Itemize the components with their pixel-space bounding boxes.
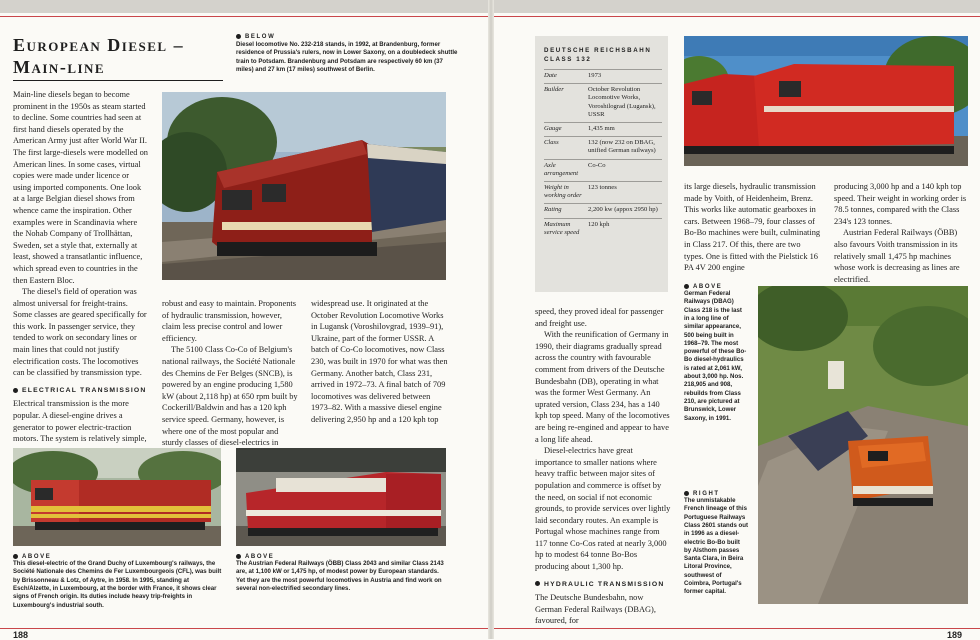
caption-below <box>236 34 458 74</box>
spec-value: 120 kph <box>588 218 662 240</box>
caption-label: BELOW <box>245 34 276 41</box>
caption-text: This diesel-electric of the Grand Duchy of Luxembourg's railways, the Société Nationale des Chemins de Fer Luxembourgeois (CFL), was built by Brissonneau & Lotz, of Aytre, in 1958. In 1995, standing at Esch/Alzette, in Luxembourg, at the border with France, it shows clear signs of French origin. Its duties include heavy trip-freights in Luxembourg's industrial south. <box>13 560 222 609</box>
spec-table <box>544 69 662 240</box>
paragraph: The diesel's field of operation was almost universal for freight-trains. Some classes are geared specifically for this work. In passenger service, they tended to work on secondary lines or main lines that could not justify electrification costs. The locomotives can be classified by transmission type. <box>13 287 147 378</box>
bullet-icon <box>13 554 18 559</box>
left-col1 <box>13 89 149 445</box>
spec-row <box>544 204 662 218</box>
paragraph: Austrian Federal Railways (ÖBB) also favours Voith transmission in its relatively small 1,475 hp machines whose work is decreasing as lines are electrified. <box>834 228 960 284</box>
photo-dr-class-132 <box>162 92 446 280</box>
spec-box <box>535 36 668 292</box>
spec-key: Gauge <box>544 123 588 137</box>
spec-value: 1973 <box>588 70 662 84</box>
bullet-icon <box>684 491 689 496</box>
spec-row <box>544 218 662 240</box>
spec-row <box>544 137 662 159</box>
caption-text: Diesel locomotive No. 232-218 stands, in 1992, at Brandenburg, former residence of Prussia's rulers, now in Lower Saxony, on a doubledeck shuttle train to Potsdam. Brandenburg and Potsdam are respectively 60 km (37 miles) and 27 km (17 miles) southwest of Berlin. <box>236 41 458 73</box>
paragraph: its large diesels, hydraulic transmission made by Voith, of Heidenheim, Brenz. This works like automatic gearboxes in cars. Between 1968–79, four classes of Bo-Bo machines were built, culminating in Class 217. Of this, there are two types. One is fitted with the Pielstick 16 PA 4V 200 engine <box>684 182 821 273</box>
spec-key: Maximum service speed <box>544 218 588 240</box>
photo-cp-class-2601 <box>758 286 968 604</box>
page-number-left: 188 <box>13 630 29 640</box>
spec-row <box>544 123 662 137</box>
header-rule-right <box>494 16 980 17</box>
caption-above-obb <box>236 554 448 593</box>
caption-text: German Federal Railways (DBAG) Class 218 is the last in a long line of similar appearance, 500 being built in 1968–79. The most powerful of these Bo-Bo diesel-hydraulics is rated at 2,061 kW, about 3,000 hp. Nos. 218,905 and 908, rebuilds from Class 210, are pictured at Brunswick, Lower Saxony, in 1991. <box>684 290 747 422</box>
photo-obb-2043 <box>236 448 446 546</box>
paragraph: Main-line diesels began to become prominent in the 1950s as steam started to decline. Some countries had seen at first hand diesels operated by the American Army just after World War II. The first large-diesels were modelled on American lines. In some cases, virtual copies were made under licence or using imported components. One look at a large Belgian diesel shows from whence came the inspiration. Other examples were in Scandinavia where the Nohab Company of Trollhättan, Sweden, set a style that, externally at least, showed a transatlantic influence, which spread even to countries in the then Eastern Bloc. <box>13 90 148 285</box>
paragraph: Diesel-electrics have great importance to smaller nations where heavy traffic between major sites of population and commerce is offset by the need, on social if not economic grounds, to provide services over lightly laid secondary routes. An example is Portugal whose machines range from 117 tonne Co-Cos rated at nearly 3,000 hp to modest 64 tonne Bo-Bos producing about 1,300 hp. <box>535 446 671 572</box>
paragraph: widespread use. It originated at the October Revolution Locomotive Works in Lugansk (Voroshilovgrad, 1939–91), Ukraine, part of the former USSR. A batch of Co-Co locomotives, now Class 230, was built in 1970 for what was then Germany. Another batch, Class 231, arrived in 1972–73. A final batch of 709 locomotives was delivered between 1973–82. With a massive diesel engine delivering 2,950 hp and a 120 kph top <box>311 299 448 424</box>
paragraph: producing 3,000 hp and a 140 kph top speed. Their weight in working order is 78.5 tonnes, compared with the Class 234's 123 tonnes. <box>834 182 967 226</box>
spec-row <box>544 70 662 84</box>
title-rule <box>13 80 223 81</box>
paragraph: With the reunification of Germany in 1990, their diagrams gradually spread across the country with favourable comment from drivers of the Deutsche Bundesbahn (DB), operating in what was the former West Germany. An uprated version, Class 234, has a 140 kph top speed. Many of the locomotives are being re-engined and appear to have a long life ahead. <box>535 330 670 444</box>
spec-row <box>544 159 662 181</box>
caption-above-dbag <box>684 284 748 423</box>
paragraph: robust and easy to maintain. Proponents of hydraulic transmission, however, claim less precise control and lower efficiency. <box>162 299 296 343</box>
left-col2 <box>162 298 300 449</box>
bullet-icon <box>236 554 241 559</box>
caption-above-cfl <box>13 554 223 610</box>
caption-text: The unmistakable French lineage of this Portuguese Railways Class 2601 stands out in 1996 as a diesel-electric Bo-Bo built by Alsthom passes Santa Clara, in Beira Litoral Province, southwest of Coimbra, Portugal's former capital. <box>684 497 749 596</box>
spec-value: 123 tonnes <box>588 182 662 204</box>
right-col1 <box>535 306 671 627</box>
spec-key: Rating <box>544 204 588 218</box>
spec-value: Co-Co <box>588 159 662 181</box>
photo-cfl-luxembourg <box>13 448 221 546</box>
paragraph: The Deutsche Bundesbahn, now German Federal Railways (DBAG), favoured, for <box>535 593 656 626</box>
footer-rule-left <box>0 628 488 629</box>
section-heading-hydraulic: HYDRAULIC TRANSMISSION <box>535 579 671 591</box>
right-col3 <box>834 181 970 285</box>
spec-value: October Revolution Locomotive Works, Voroshilograd (Lugansk), USSR <box>588 84 662 123</box>
bullet-icon <box>13 388 18 393</box>
spec-key: Class <box>544 137 588 159</box>
section-heading-electrical: ELECTRICAL TRANSMISSION <box>13 385 149 397</box>
caption-label: RIGHT <box>693 491 720 498</box>
left-col3 <box>311 298 451 426</box>
spec-key: Builder <box>544 84 588 123</box>
caption-right-portugal <box>684 491 748 597</box>
paragraph: Electrical transmission is the more popular. A diesel-engine drives a generator to power electric-traction motors. The system is relatively simple, <box>13 399 147 444</box>
spec-row <box>544 84 662 123</box>
spec-key: Date <box>544 70 588 84</box>
bullet-icon <box>236 34 241 39</box>
spec-value: 2,200 kw (appox 2950 hp) <box>588 204 662 218</box>
book-gutter <box>488 0 494 639</box>
paragraph: The 5100 Class Co-Co of Belgium's national railways, the Société Nationale des Chemins de Fer Belges (SNCB), is powered by an engine producing 1,580 kW (about 2,118 hp) at 650 rpm built by Cockerill/Baldwin and has a 120 kph service speed. Germany, however, is where one of the most popular and sturdy classes of diesel-electrics in <box>162 345 298 448</box>
right-col2 <box>684 181 822 274</box>
footer-rule-right <box>494 628 980 629</box>
caption-label: ABOVE <box>22 554 52 561</box>
bullet-icon <box>535 581 540 586</box>
caption-label: ABOVE <box>245 554 275 561</box>
spec-key: Axle arrangement <box>544 159 588 181</box>
page-number-right: 189 <box>947 630 963 640</box>
page-title: European Diesel – Main-line <box>13 35 185 77</box>
caption-label: ABOVE <box>693 284 723 291</box>
spec-value: 132 (now 232 on DBAG, unified German railways) <box>588 137 662 159</box>
spec-title: DEUTSCHE REICHSBAHN CLASS 132 <box>544 47 652 63</box>
photo-dbag-class-218 <box>684 36 968 166</box>
paragraph: speed, they proved ideal for passenger and freight use. <box>535 307 664 328</box>
header-rule-left <box>0 16 488 17</box>
spec-value: 1,435 mm <box>588 123 662 137</box>
spec-key: Weight in working order <box>544 182 588 204</box>
bullet-icon <box>684 284 689 289</box>
caption-text: The Austrian Federal Railways (ÖBB) Class 2043 and similar Class 2143 are, at 1,100 kW or 1,475 hp, of modest power by European standards. Yet they are the most powerful locomotives in Austria and find work on several non-electrified secondary lines. <box>236 560 444 592</box>
spec-row <box>544 182 662 204</box>
